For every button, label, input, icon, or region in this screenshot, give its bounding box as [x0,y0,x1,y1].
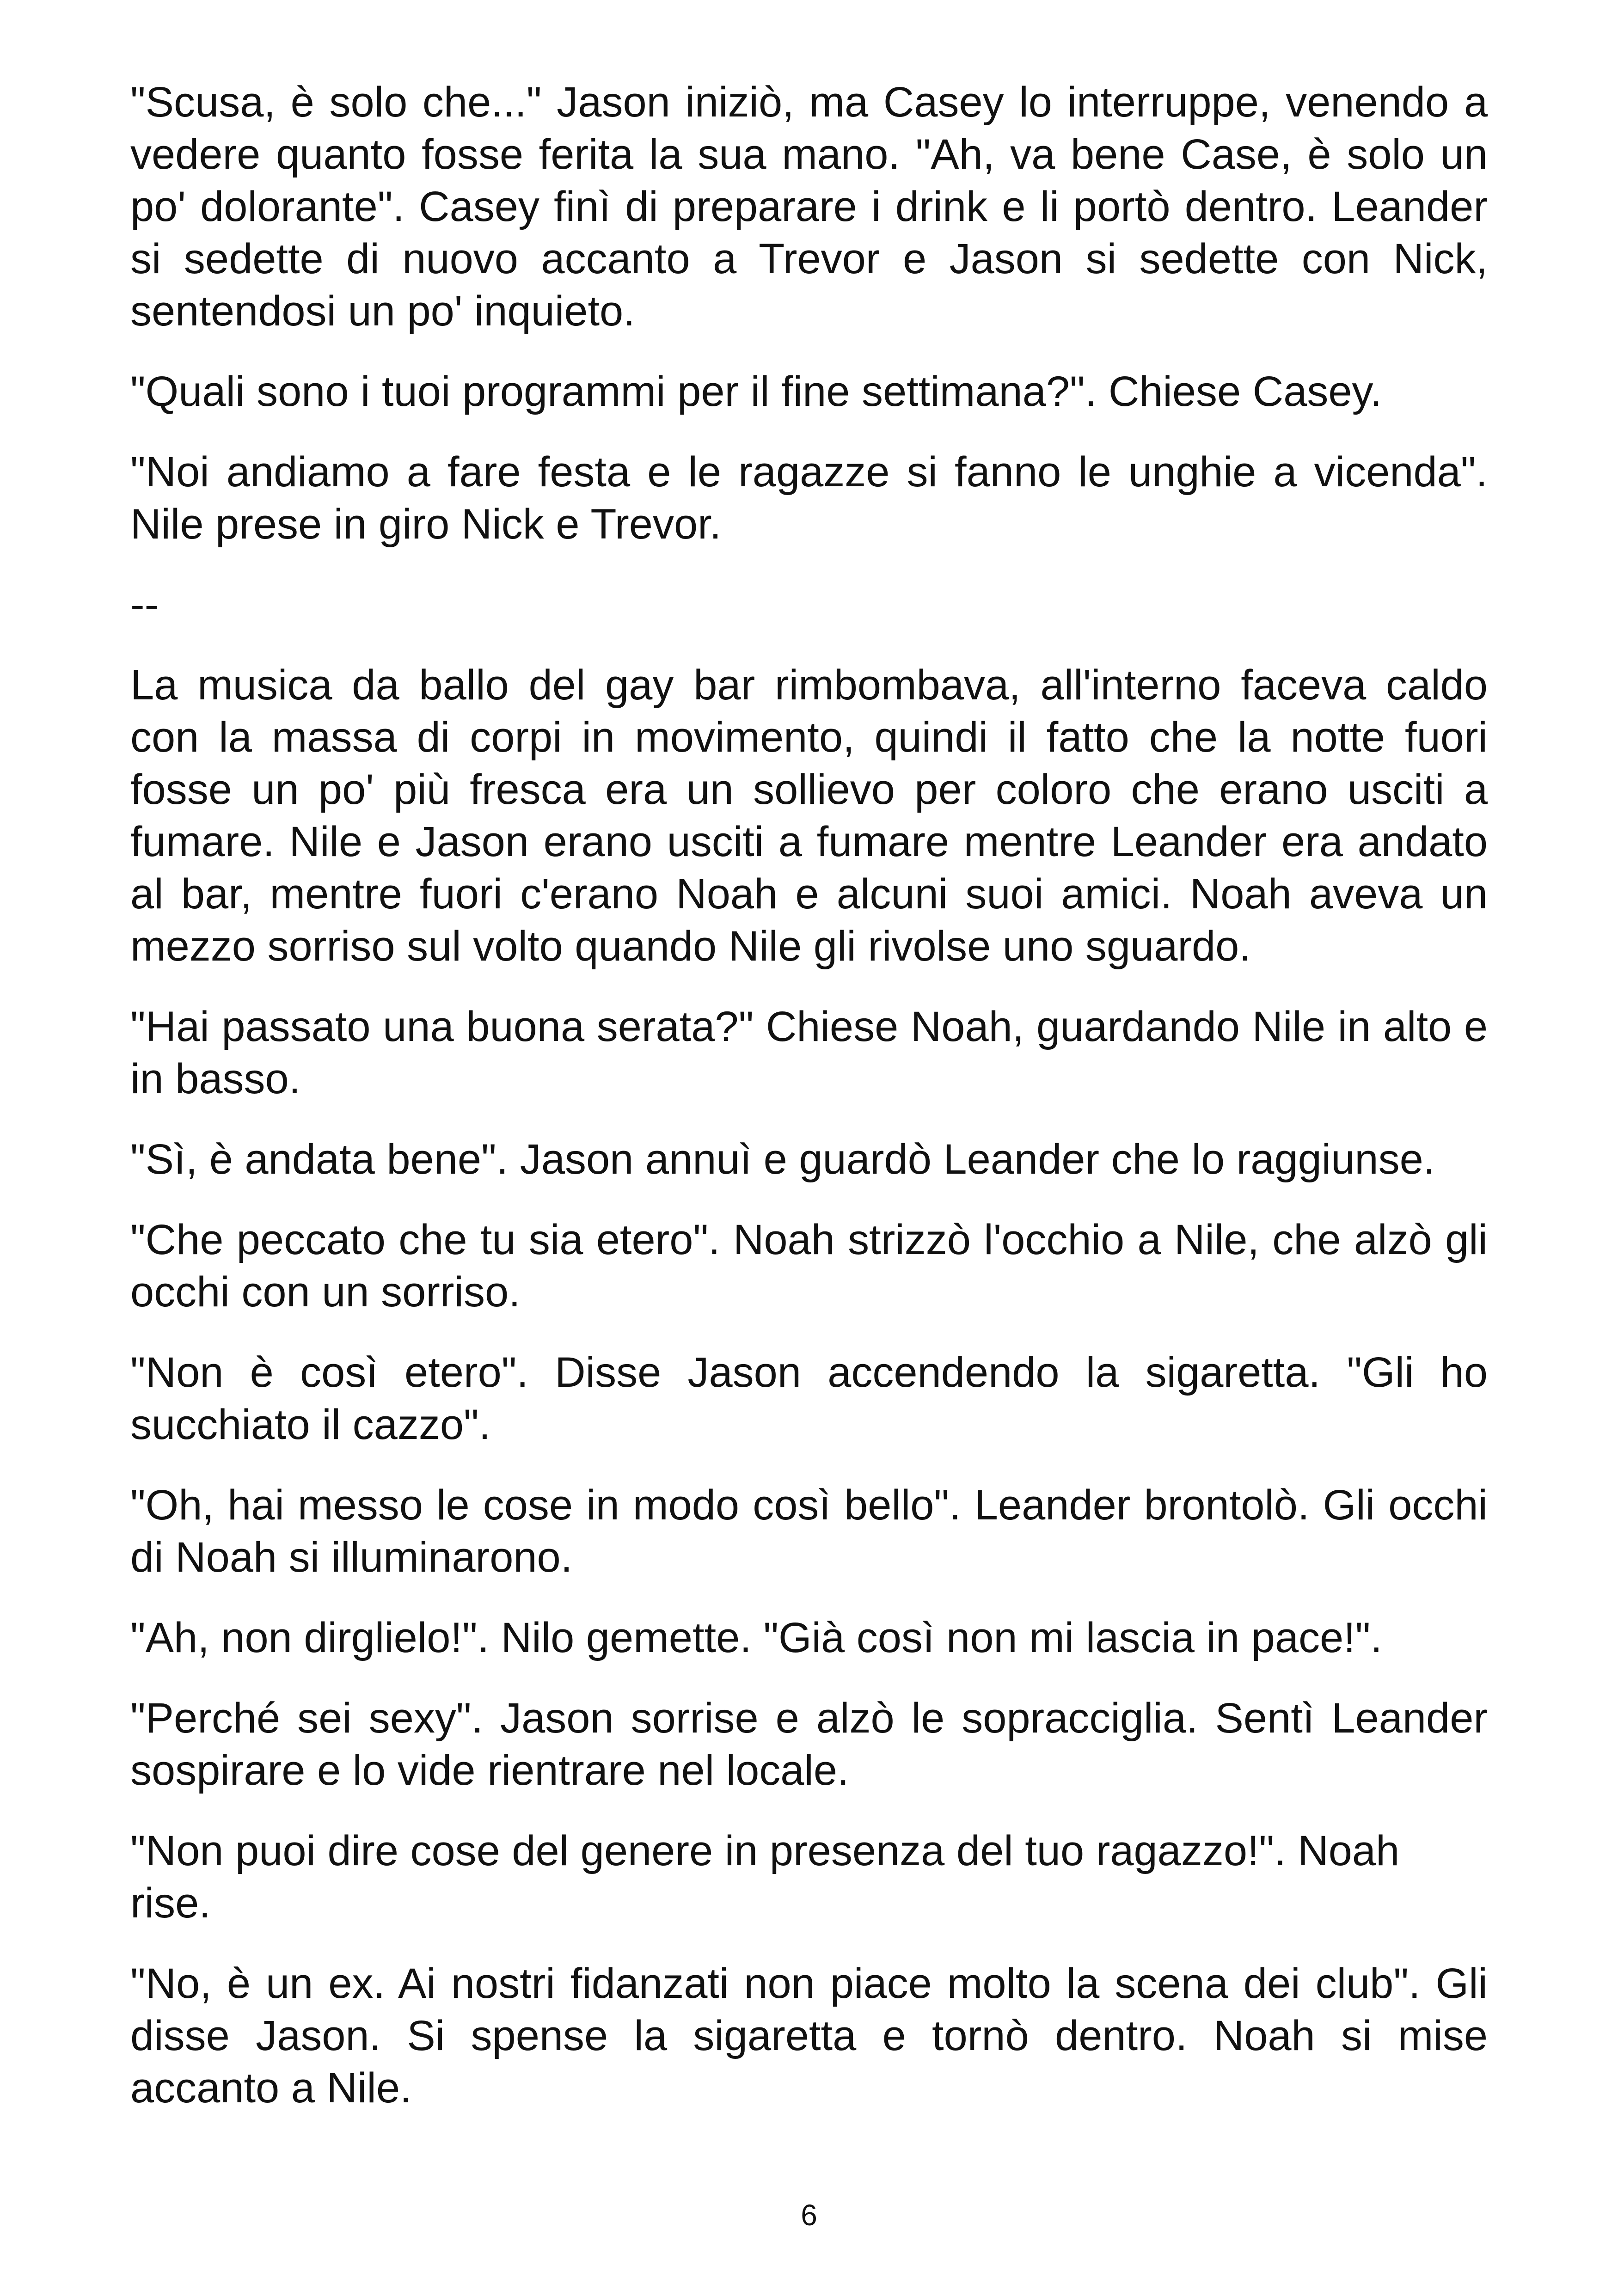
paragraph-11: "Perché sei sexy". Jason sorrise e alzò le sopracciglia. Sentì Leander sospirare e lo vide rientrare nel locale. [130,1695,1488,1794]
paragraph-7: "Che peccato che tu sia etero". Noah strizzò l'occhio a Nile, che alzò gli occhi con un sorriso. [130,1216,1488,1316]
page-number: 6 [801,2198,817,2232]
paragraph-1: "Scusa, è solo che..." Jason iniziò, ma Casey lo interruppe, venendo a vedere quanto fosse ferita la sua mano. "Ah, va bene Case, è solo un po' dolorante". Casey finì di preparare i drink e li portò dentro. Leander si sedette di nuovo accanto a Trevor e Jason si sedette con Nick, sentendosi un po' inquieto. [130,79,1488,335]
document-page [130,76,1488,2143]
paragraph-13: "No, è un ex. Ai nostri fidanzati non piace molto la scena dei club". Gli disse Jason. Si spense la sigaretta e tornò dentro. Noah si mise accanto a Nile. [130,1960,1488,2112]
paragraph-4: La musica da ballo del gay bar rimbombava, all'interno faceva caldo con la massa di corpi in movimento, quindi il fatto che la notte fuori fosse un po' più fresca era un sollievo per coloro che erano usciti a fumare. Nile e Jason erano usciti a fumare mentre Leander era andato al bar, mentre fuori c'erano Noah e alcuni suoi amici. Noah aveva un mezzo sorriso sul volto quando Nile gli rivolse uno sguardo. [130,661,1488,970]
paragraph-6: "Sì, è andata bene". Jason annuì e guardò Leander che lo raggiunse. [130,1136,1435,1183]
paragraph-12: "Non puoi dire cose del genere in presenza del tuo ragazzo!". Noah rise. [130,1827,1400,1927]
paragraph-10: "Ah, non dirglielo!". Nilo gemette. "Già così non mi lascia in pace!". [130,1614,1382,1661]
scene-separator: -- [130,581,159,628]
paragraph-2: "Quali sono i tuoi programmi per il fine settimana?". Chiese Casey. [130,368,1382,415]
paragraph-5: "Hai passato una buona serata?" Chiese Noah, guardando Nile in alto e in basso. [130,1003,1488,1102]
paragraph-3: "Noi andiamo a fare festa e le ragazze si fanno le unghie a vicenda". Nile prese in giro Nick e Trevor. [130,448,1488,548]
paragraph-9: "Oh, hai messo le cose in modo così bello". Leander brontolò. Gli occhi di Noah si illuminarono. [130,1482,1488,1581]
paragraph-8: "Non è così etero". Disse Jason accendendo la sigaretta. "Gli ho succhiato il cazzo". [130,1349,1488,1448]
